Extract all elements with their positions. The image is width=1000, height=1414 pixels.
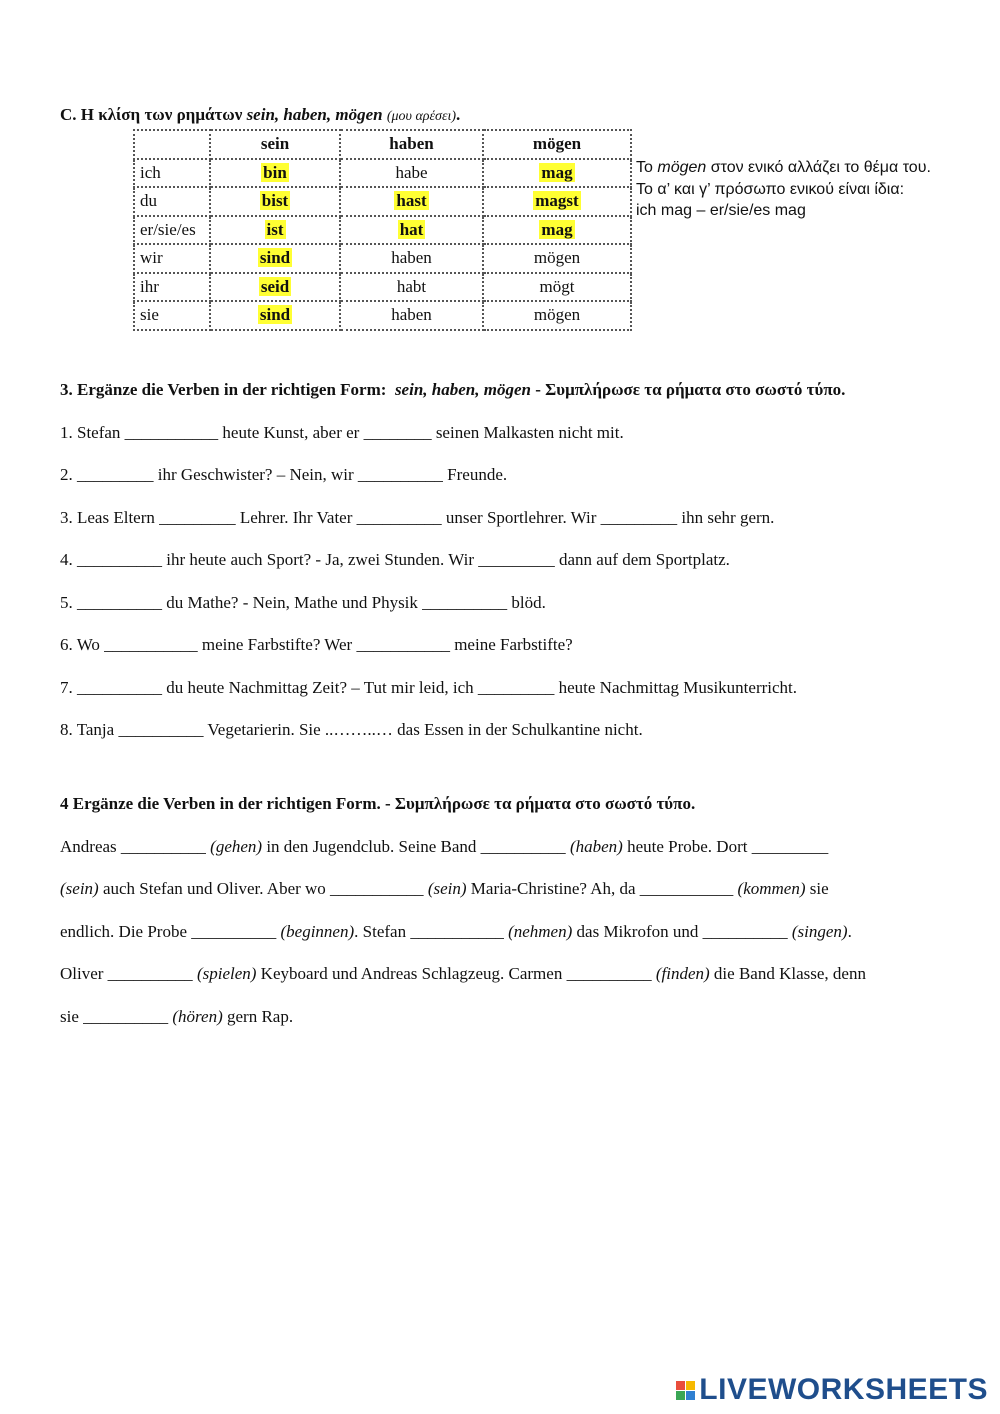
- table-header-cell: [134, 130, 210, 159]
- exercise-text: endlich. Die Probe __________: [60, 922, 281, 941]
- exercise-text: Maria-Christine? Ah, da ___________: [466, 879, 738, 898]
- exercise-text: die Band Klasse, denn: [709, 964, 866, 983]
- exercise-3-title-text: 3. Ergänze die Verben in der richtigen Form:: [60, 380, 387, 399]
- exercise-3-item: 7. __________ du heute Nachmittag Zeit? – Tut mir leid, ich _________ heute Nachmittag Musikunterricht.: [60, 678, 798, 697]
- note-text: Το: [636, 159, 658, 176]
- exercise-4-line: [60, 877, 829, 901]
- exercise-text: Oliver __________: [60, 964, 197, 983]
- logo-tiles-icon: [676, 1381, 695, 1400]
- verb-cell: [483, 187, 631, 216]
- highlighted-verb: hat: [399, 219, 424, 239]
- section-c-title-text: C. Η κλίση των ρημάτων: [60, 105, 243, 124]
- verb-cell: [483, 159, 631, 188]
- exercise-4-line: [60, 1005, 293, 1029]
- verb-hint: (kommen): [737, 879, 806, 898]
- table-header-cell: sein: [210, 130, 340, 159]
- highlighted-verb: bin: [263, 162, 287, 182]
- highlighted-verb: mag: [541, 162, 573, 182]
- table-header-cell: mögen: [483, 130, 631, 159]
- mogen-note: [636, 157, 986, 222]
- exercise-3-item: 8. Tanja __________ Vegetarierin. Sie ..……..… das Essen in der Schulkantine nicht.: [60, 720, 643, 739]
- pronoun-cell: ich: [134, 159, 210, 188]
- verb-cell: haben: [340, 301, 483, 330]
- verb-hint: (finden): [655, 964, 710, 983]
- exercise-text: Keyboard und Andreas Schlagzeug. Carmen __________: [256, 964, 656, 983]
- exercise-text: das Mikrofon und __________: [572, 922, 792, 941]
- exercise-3-item: 1. Stefan ___________ heute Kunst, aber er ________ seinen Malkasten nicht mit.: [60, 423, 624, 442]
- section-c-title-verbs: sein, haben, mögen: [246, 105, 383, 124]
- verb-cell: haben: [340, 244, 483, 273]
- verb-cell: [483, 216, 631, 245]
- highlighted-verb: sind: [259, 248, 291, 268]
- highlighted-verb: ist: [266, 219, 284, 239]
- table-header-row: [134, 130, 631, 159]
- exercise-3-title-verbs: sein, haben, mögen: [394, 380, 531, 399]
- exercise-3-title: [60, 378, 845, 402]
- verb-cell: [340, 216, 483, 245]
- logo-text: LIVEWORKSHEETS: [699, 1373, 988, 1406]
- exercise-3-item: 5. __________ du Mathe? - Nein, Mathe und Physik __________ blöd.: [60, 593, 546, 612]
- table-row: [134, 244, 631, 273]
- note-line-2: Το α’ και γ’ πρόσωπο ενικού είναι ίδια:: [636, 180, 905, 198]
- verb-cell: mögt: [483, 273, 631, 302]
- verb-cell: mögen: [483, 244, 631, 273]
- pronoun-cell: wir: [134, 244, 210, 273]
- exercise-3-item: 2. _________ ihr Geschwister? – Nein, wir __________ Freunde.: [60, 465, 508, 484]
- highlighted-verb: hast: [396, 191, 427, 211]
- verb-cell: [210, 187, 340, 216]
- pronoun-cell: du: [134, 187, 210, 216]
- pronoun-cell: er/sie/es: [134, 216, 210, 245]
- verb-cell: [210, 244, 340, 273]
- verb-hint: (spielen): [196, 964, 257, 983]
- exercise-4-line: [60, 920, 852, 944]
- verb-cell: [340, 187, 483, 216]
- exercise-text: . Stefan ___________: [354, 922, 509, 941]
- exercise-3-item: 3. Leas Eltern _________ Lehrer. Ihr Vater __________ unser Sportlehrer. Wir _________ ihn sehr gern.: [60, 508, 775, 527]
- exercise-text: auch Stefan und Oliver. Aber wo ___________: [98, 879, 428, 898]
- highlighted-verb: seid: [260, 276, 290, 296]
- verb-cell: [210, 301, 340, 330]
- liveworksheets-logo: [676, 1372, 988, 1408]
- verb-cell: habe: [340, 159, 483, 188]
- highlighted-verb: mag: [541, 219, 573, 239]
- note-text: στον ενικό αλλάζει το θέμα του.: [706, 159, 931, 176]
- conjugation-table: [133, 129, 632, 331]
- verb-cell: mögen: [483, 301, 631, 330]
- verb-hint: (sein): [60, 879, 99, 898]
- verb-cell: [210, 273, 340, 302]
- verb-cell: [210, 159, 340, 188]
- verb-hint: (beginnen): [280, 922, 355, 941]
- exercise-text: in den Jugendclub. Seine Band __________: [262, 837, 570, 856]
- exercise-3-title-greek: - Συμπλήρωσε τα ρήματα στο σωστό τύπο.: [535, 380, 846, 399]
- verb-hint: (singen): [791, 922, 848, 941]
- exercise-text: sie __________: [60, 1007, 173, 1026]
- exercise-4-line: [60, 835, 828, 859]
- section-c-title-end: .: [456, 105, 461, 124]
- note-line-3: ich mag – er/sie/es mag: [636, 202, 806, 219]
- exercise-text: Andreas __________: [60, 837, 211, 856]
- verb-hint: (hören): [172, 1007, 223, 1026]
- pronoun-cell: ihr: [134, 273, 210, 302]
- section-c-title: [60, 104, 460, 128]
- exercise-4-title: 4 Ergänze die Verben in der richtigen Form. - Συμπλήρωσε τα ρήματα στο σωστό τύπο.: [60, 794, 696, 813]
- verb-cell: habt: [340, 273, 483, 302]
- exercise-text: gern Rap.: [222, 1007, 294, 1026]
- exercise-3-item: 6. Wo ___________ meine Farbstifte? Wer ___________ meine Farbstifte?: [60, 635, 573, 654]
- table-row: [134, 216, 631, 245]
- highlighted-verb: magst: [535, 191, 579, 211]
- table-row: [134, 159, 631, 188]
- verb-hint: (sein): [427, 879, 467, 898]
- logo-tile: [686, 1381, 695, 1390]
- exercise-text: heute Probe. Dort _________: [622, 837, 829, 856]
- logo-tile: [676, 1381, 685, 1390]
- verb-hint: (gehen): [210, 837, 263, 856]
- verb-cell: [210, 216, 340, 245]
- table-row: [134, 301, 631, 330]
- verb-hint: (nehmen): [508, 922, 573, 941]
- exercise-text: .: [847, 922, 852, 941]
- section-c-title-note: (μου αρέσει): [386, 109, 457, 124]
- note-line-1: [636, 157, 986, 179]
- pronoun-cell: sie: [134, 301, 210, 330]
- exercise-4-line: [60, 962, 866, 986]
- table-row: [134, 273, 631, 302]
- verb-hint: (haben): [569, 837, 623, 856]
- highlighted-verb: sind: [259, 305, 291, 325]
- table-header-cell: haben: [340, 130, 483, 159]
- exercise-text: sie: [805, 879, 829, 898]
- logo-tile: [676, 1391, 685, 1400]
- highlighted-verb: bist: [261, 191, 289, 211]
- logo-tile: [686, 1391, 695, 1400]
- note-verb: mögen: [657, 159, 707, 176]
- table-row: [134, 187, 631, 216]
- exercise-3-item: 4. __________ ihr heute auch Sport? - Ja, zwei Stunden. Wir _________ dann auf dem Sportplatz.: [60, 550, 730, 569]
